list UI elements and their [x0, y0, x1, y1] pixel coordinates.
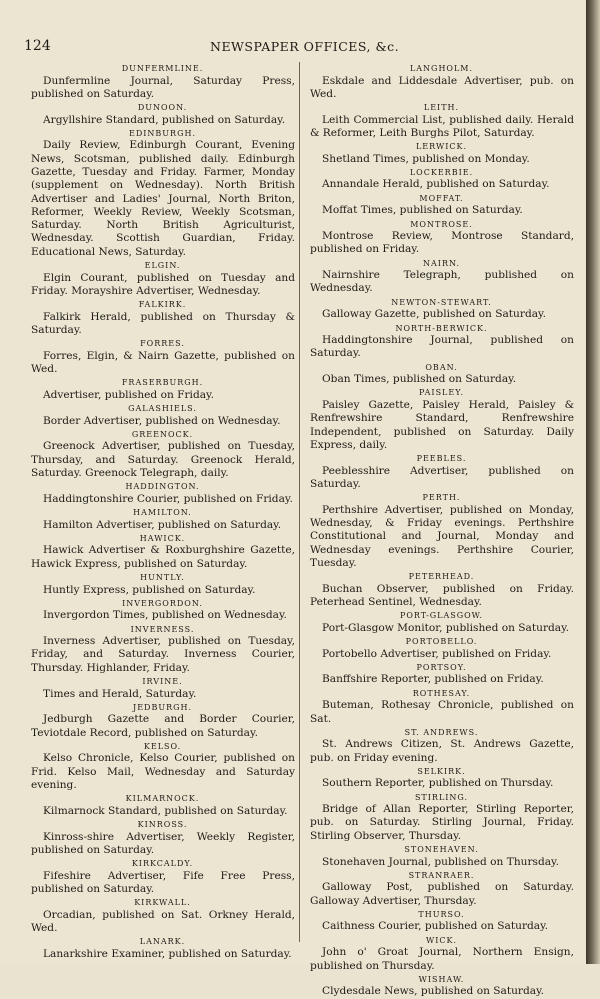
town-heading: ROTHESAY. — [412, 688, 471, 698]
entry-montrose — [309, 219, 574, 257]
entry-text: Falkirk Herald, published on Thursday & Saturday. — [31, 310, 295, 336]
town-heading: LEITH. — [423, 103, 460, 113]
entry-hamilton — [30, 507, 295, 532]
entry-lockerbie — [309, 167, 574, 192]
entry-text: Clydesdale News, published on Saturday. — [322, 985, 545, 998]
left-column — [30, 62, 295, 961]
entry-text: Buteman, Rothesay Chronicle, published on Sat. — [310, 699, 574, 725]
entry-text: Port-Glasgow Monitor, published on Saturday. — [322, 621, 570, 634]
town-heading: KELSO. — [143, 741, 182, 751]
town-heading: HADDINGTON. — [125, 482, 200, 492]
town-heading: HAMILTON. — [133, 508, 192, 518]
entry-text: Inverness Advertiser, published on Tuesday, Friday, and Saturday. Inverness Courier, Thursday. Highlander, Friday. — [31, 635, 295, 674]
entry-text: Stonehaven Journal, published on Thursday. — [322, 855, 560, 868]
town-heading: LERWICK. — [415, 142, 468, 152]
entry-text: Forres, Elgin, & Nairn Gazette, published on Wed. — [31, 349, 295, 376]
entry-text: Galloway Post, published on Saturday. Galloway Advertiser, Thursday. — [310, 881, 574, 907]
entry-selkirk — [309, 766, 574, 791]
town-heading: KIRKCALDY. — [131, 859, 194, 869]
entry-edinburgh — [30, 128, 295, 259]
entry-leith — [309, 102, 574, 140]
entry-greenock — [30, 429, 295, 480]
entry-text: John o' Groat Journal, Northern Ensign, published on Thursday. — [310, 946, 574, 972]
town-heading: STRANRAER. — [408, 870, 475, 880]
entry-text: Montrose Review, Montrose Standard, published on Friday. — [310, 230, 574, 256]
town-heading: HUNTLY. — [140, 573, 185, 583]
town-heading: FALKIRK. — [138, 300, 187, 310]
entry-irvine — [30, 676, 295, 701]
town-heading: STIRLING. — [414, 792, 469, 802]
town-heading: ST. ANDREWS. — [404, 727, 479, 737]
entry-peebles — [309, 453, 574, 491]
entry-text: Haddingtonshire Journal, published on Saturday. — [310, 334, 574, 360]
entry-kinross — [30, 819, 295, 857]
entry-stirling — [309, 792, 574, 843]
entry-text: Huntly Express, published on Saturday. — [43, 583, 256, 596]
town-heading: THURSO. — [418, 909, 465, 919]
entry-text: Leith Commercial List, published daily. Herald & Reformer, Leith Burghs Pilot, Saturday. — [310, 113, 574, 139]
entry-text: Times and Herald, Saturday. — [43, 687, 197, 700]
town-heading: SELKIRK. — [417, 766, 466, 776]
entry-stranraer — [309, 870, 574, 908]
entry-st-andrews — [309, 727, 574, 765]
entry-text: Annandale Herald, published on Saturday. — [322, 178, 550, 191]
entry-kirkcaldy — [30, 858, 295, 896]
town-heading: NORTH-BERWICK. — [395, 323, 488, 333]
entry-text: Argyllshire Standard, published on Saturday. — [43, 113, 286, 126]
entry-peterhead — [309, 571, 574, 609]
entry-text: Nairnshire Telegraph, published on Wednesday. — [310, 269, 574, 295]
entry-galashiels — [30, 403, 295, 428]
entry-text: Galloway Gazette, published on Saturday. — [322, 308, 546, 321]
entry-portsoy — [309, 662, 574, 687]
entry-text: Moffat Times, published on Saturday. — [322, 204, 523, 217]
entry-wishaw — [309, 974, 574, 999]
town-heading: STONEHAVEN. — [404, 845, 479, 855]
town-heading: DUNOON. — [137, 103, 188, 113]
town-heading: LANGHOLM. — [409, 64, 474, 73]
town-heading: MONTROSE. — [410, 219, 473, 229]
town-heading: WISHAW. — [418, 974, 465, 984]
town-heading: PORTOBELLO. — [405, 637, 478, 647]
entry-text: Paisley Gazette, Paisley Herald, Paisley & Renfrewshire Standard, Renfrewshire Independent, published on Saturday. Daily Express, daily. — [310, 398, 574, 451]
entry-nairn — [309, 258, 574, 296]
entry-dunfermline — [30, 63, 295, 101]
town-heading: WICK. — [425, 935, 458, 945]
entry-invergordon — [30, 598, 295, 623]
entry-thurso — [309, 909, 574, 934]
town-heading: LANARK. — [139, 937, 186, 947]
entry-text: Oban Times, published on Saturday. — [322, 373, 517, 386]
town-heading: HAWICK. — [139, 533, 186, 543]
entry-kelso — [30, 741, 295, 792]
entry-huntly — [30, 572, 295, 597]
entry-text: Shetland Times, published on Monday. — [322, 152, 530, 165]
entry-text: Peeblesshire Advertiser, published on Saturday. — [310, 464, 574, 490]
town-heading: EDINBURGH. — [129, 128, 196, 138]
entry-north-berwick — [309, 323, 574, 361]
town-heading: PORTSOY. — [416, 662, 467, 672]
town-heading: KIRKWALL. — [134, 898, 191, 908]
entry-port-glasgow — [309, 610, 574, 635]
town-heading: PETERHEAD. — [408, 572, 475, 582]
entry-text: Hamilton Advertiser, published on Saturday. — [43, 518, 282, 531]
town-heading: IRVINE. — [142, 677, 183, 686]
entry-text: Fifeshire Advertiser, Fife Free Press, published on Saturday. — [31, 869, 295, 895]
town-heading: PERTH. — [422, 493, 461, 503]
entry-paisley — [309, 387, 574, 452]
entry-text: Greenock Advertiser, published on Tuesday, Thursday, and Saturday. Greenock Herald, Saturday. Greenock Telegraph, daily. — [31, 440, 295, 480]
town-heading: INVERNESS. — [130, 624, 195, 634]
entry-text: Advertiser, published on Friday. — [43, 388, 214, 401]
entry-kilmarnock — [30, 793, 295, 818]
entry-newton-stewart — [309, 297, 574, 322]
entry-text: Hawick Advertiser & Roxburghshire Gazette, Hawick Express, published on Saturday. — [31, 544, 295, 570]
entry-elgin — [30, 260, 295, 298]
entry-portobello — [309, 636, 574, 661]
entry-text: Dunfermline Journal, Saturday Press, published on Saturday. — [31, 74, 295, 100]
right-column — [309, 62, 574, 999]
entry-text: Haddingtonshire Courier, published on Friday. — [43, 492, 293, 505]
entry-text: Buchan Observer, published on Friday. Peterhead Sentinel, Wednesday. — [310, 582, 574, 609]
facing-page-edge — [586, 0, 600, 964]
town-heading: LOCKERBIE. — [409, 167, 474, 177]
entry-wick — [309, 935, 574, 973]
entry-lerwick — [309, 141, 574, 166]
town-heading: ELGIN. — [144, 261, 181, 271]
entry-stonehaven — [309, 844, 574, 869]
entry-langholm — [309, 63, 574, 101]
column-divider — [299, 62, 300, 942]
entry-lanark — [30, 936, 295, 961]
town-heading: INVERGORDON. — [122, 598, 203, 608]
entry-text: Orcadian, published on Sat. Orkney Herald, Wed. — [31, 908, 295, 935]
entry-jedburgh — [30, 702, 295, 740]
entry-text: Elgin Courant, published on Tuesday and Friday. Morayshire Advertiser, Wednesday. — [31, 271, 295, 297]
entry-text: Caithness Courier, published on Saturday. — [322, 920, 549, 933]
running-head: NEWSPAPER OFFICES, &c. — [210, 39, 400, 54]
town-heading: KILMARNOCK. — [125, 794, 200, 804]
entry-text: Kilmarnock Standard, published on Saturday. — [43, 804, 288, 817]
town-heading: NAIRN. — [423, 258, 460, 268]
page-number: 124 — [24, 38, 51, 54]
entry-text: Jedburgh Gazette and Border Courier, Teviotdale Record, published on Saturday. — [31, 713, 295, 739]
entry-haddington — [30, 481, 295, 506]
entry-oban — [309, 362, 574, 387]
entry-text: Eskdale and Liddesdale Advertiser, pub. on Wed. — [310, 74, 574, 100]
entry-hawick — [30, 533, 295, 571]
entry-text: Portobello Advertiser, published on Friday. — [322, 647, 552, 660]
entry-text: Invergordon Times, published on Wednesday. — [43, 609, 287, 622]
entry-text: Bridge of Allan Reporter, Stirling Reporter, pub. on Saturday. Stirling Journal, Friday. Stirling Observer, Thursday. — [310, 803, 574, 842]
town-heading: PAISLEY. — [418, 388, 464, 398]
town-heading: KINROSS. — [137, 820, 188, 830]
town-heading: GALASHIELS. — [128, 404, 197, 414]
entry-text: Kinross-shire Advertiser, Weekly Register, published on Saturday. — [31, 830, 295, 856]
town-heading: FORRES. — [140, 339, 185, 349]
entry-inverness — [30, 624, 295, 675]
entry-fraserburgh — [30, 377, 295, 402]
entry-text: Banffshire Reporter, published on Friday. — [322, 673, 544, 686]
town-heading: OBAN. — [425, 362, 458, 372]
entry-kirkwall — [30, 897, 295, 935]
entry-perth — [309, 492, 574, 570]
entry-text: Border Advertiser, published on Wednesday. — [43, 414, 281, 427]
town-heading: PEEBLES. — [416, 454, 467, 464]
town-heading: GREENOCK. — [131, 429, 194, 439]
town-heading: PORT-GLASGOW. — [399, 611, 484, 621]
entry-rothesay — [309, 688, 574, 726]
town-heading: DUNFERMLINE. — [121, 64, 204, 73]
entry-forres — [30, 338, 295, 376]
entry-text: Kelso Chronicle, Kelso Courier, published on Frid. Kelso Mail, Wednesday and Saturday evening. — [31, 752, 295, 791]
entry-dunoon — [30, 102, 295, 127]
entry-text: Lanarkshire Examiner, published on Saturday. — [43, 947, 292, 960]
entry-falkirk — [30, 299, 295, 337]
entry-text: Daily Review, Edinburgh Courant, Evening News, Scotsman, published daily. Edinburgh Gazette, Tuesday and Friday. Farmer, Monday (supplement on Wednesday). North British Advertiser and Ladies' Journal, North Briton, Reformer, Weekly Review, Weekly Scotsman, Saturday. North British Agriculturist, Wednesday. Scottish Guardian, Friday. Educational News, Saturday. — [31, 139, 295, 258]
entry-text: Perthshire Advertiser, published on Monday, Wednesday, & Friday evenings. Perthshire Constitutional and Journal, Monday and Wednesday evenings. Perthshire Courier, Tuesday. — [310, 503, 574, 569]
town-heading: NEWTON-STEWART. — [391, 297, 492, 307]
town-heading: MOFFAT. — [419, 193, 464, 203]
entry-text: Southern Reporter, published on Thursday. — [322, 777, 554, 790]
entry-moffat — [309, 193, 574, 218]
entry-text: St. Andrews Citizen, St. Andrews Gazette, pub. on Friday evening. — [310, 738, 574, 764]
town-heading: FRASERBURGH. — [121, 378, 204, 388]
town-heading: JEDBURGH. — [132, 702, 192, 712]
